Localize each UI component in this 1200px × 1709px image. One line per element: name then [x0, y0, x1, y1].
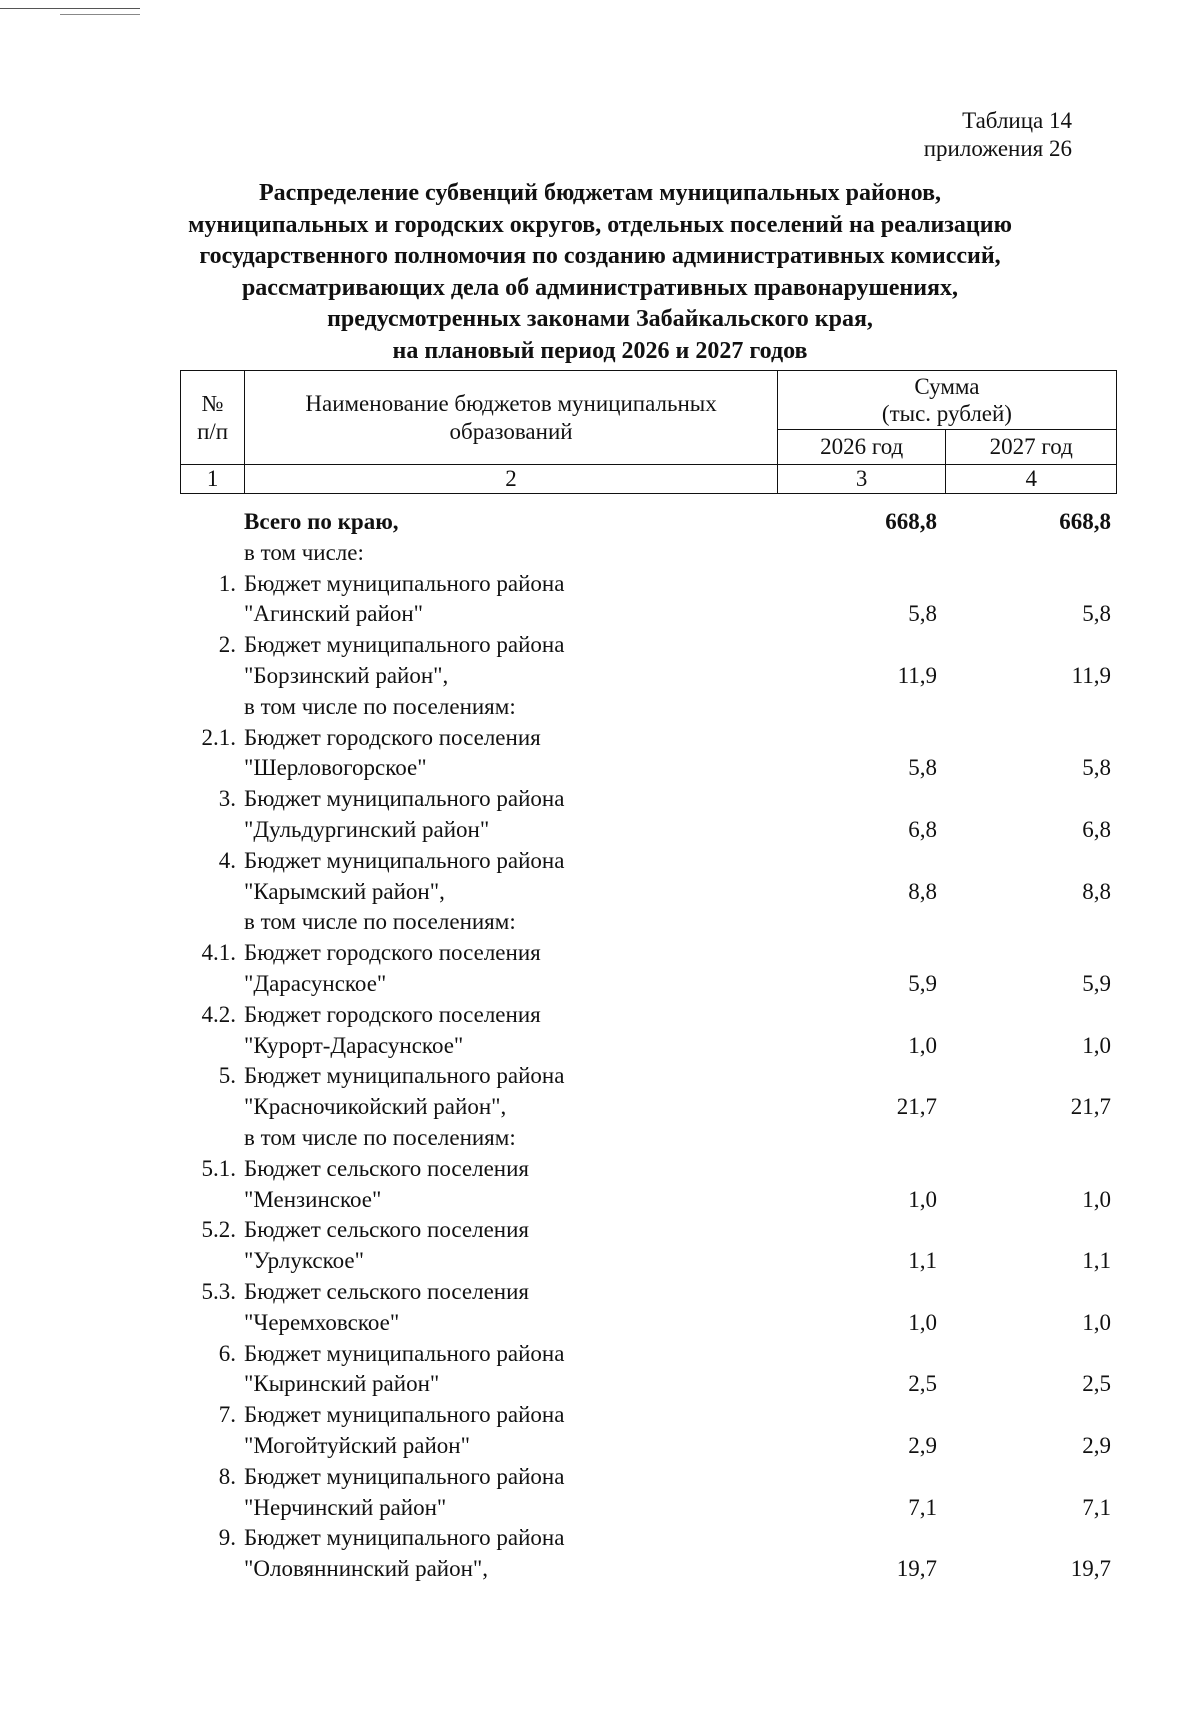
title-line: государственного полномочия по созданию административных комиссий,: [199, 243, 1001, 269]
value-2027: 5,8: [1082, 601, 1111, 627]
value-2027: 668,8: [1059, 509, 1111, 534]
value-2027: 7,1: [1082, 1494, 1111, 1520]
header-name-line: образований: [449, 418, 573, 444]
row-number: 3.: [218, 786, 236, 812]
header-name-cell: [245, 371, 778, 465]
table-row: [180, 538, 1117, 569]
scan-edge-line: [0, 8, 140, 9]
row-number: [180, 507, 244, 538]
table-row: [180, 1061, 1117, 1153]
value-2027: 1,0: [1082, 1032, 1111, 1058]
table-number: Таблица 14: [962, 108, 1072, 133]
title-line: Распределение субвенций бюджетам муниципальных районов,: [258, 180, 942, 206]
header-sum-unit: (тыс. рублей): [881, 401, 1012, 426]
value-2026: 8,8: [908, 878, 937, 904]
row-number: 5.1.: [201, 1155, 236, 1181]
table-row: [180, 1215, 1117, 1277]
row-name: Бюджет сельского поселения "Урлукское": [244, 1217, 529, 1274]
value-2027: 1,0: [1082, 1186, 1111, 1212]
row-number: 4.: [218, 847, 236, 873]
table-row: [180, 1000, 1117, 1062]
value-2026: 1,1: [908, 1248, 937, 1274]
value-2026: 2,5: [908, 1371, 937, 1397]
value-2026: 5,8: [908, 755, 937, 781]
row-name: Бюджет муниципального района "Карымский район", в том числе по поселениям:: [244, 847, 565, 935]
title-line: муниципальных и городских округов, отдельных поселений на реализацию: [188, 211, 1012, 238]
row-number: 1.: [218, 570, 236, 596]
column-index: 3: [777, 465, 946, 494]
value-2026: 6,8: [908, 816, 937, 842]
header-number-cell: [181, 371, 245, 465]
value-2026: 1,0: [908, 1186, 937, 1212]
row-name: Бюджет муниципального района "Могойтуйский район": [244, 1402, 565, 1458]
value-2027: 5,8: [1082, 755, 1111, 781]
row-name: Бюджет муниципального района "Кыринский район": [244, 1340, 565, 1397]
row-number: 7.: [218, 1402, 236, 1428]
row-name: Бюджет городского поселения "Курорт-Дарасунское": [244, 1001, 541, 1058]
value-2026: 1,0: [908, 1032, 937, 1058]
table-row: [180, 1339, 1117, 1401]
value-2027: 1,0: [1082, 1309, 1111, 1335]
table-row: [180, 630, 1117, 722]
row-number: 5.3.: [201, 1278, 236, 1304]
row-name: Бюджет муниципального района "Борзинский район", в том числе по поселениям:: [244, 632, 565, 719]
row-number: 6.: [218, 1340, 236, 1366]
row-name: Бюджет сельского поселения "Черемховское": [244, 1278, 529, 1335]
value-2027: 19,7: [1070, 1556, 1111, 1582]
value-2027: 2,5: [1082, 1371, 1111, 1397]
row-number: 2.1.: [201, 724, 236, 750]
title-line: на плановый период 2026 и 2027 годов: [392, 337, 808, 364]
table-row: [180, 569, 1117, 631]
row-number: [180, 538, 244, 569]
row-name: Бюджет городского поселения "Дарасунское": [244, 940, 541, 996]
value-2027: [943, 538, 1117, 569]
header-name-line: Наименование бюджетов муниципальных: [305, 390, 717, 416]
row-number: 8.: [218, 1463, 236, 1489]
row-number: 5.2.: [201, 1217, 236, 1243]
document-title: [150, 178, 1050, 367]
title-line: предусмотренных законами Забайкальского края,: [327, 306, 873, 332]
value-2026: 1,0: [908, 1309, 937, 1335]
value-2027: 8,8: [1082, 878, 1111, 904]
value-2026: [775, 538, 943, 569]
table-row: [180, 1154, 1117, 1216]
column-index: 1: [181, 465, 245, 494]
value-2026: 7,1: [908, 1494, 937, 1520]
table-row: [180, 723, 1117, 785]
column-index: 2: [245, 465, 778, 494]
table-row: [180, 507, 1117, 538]
value-2027: 2,9: [1082, 1432, 1111, 1458]
row-name: Бюджет муниципального района "Красночикойский район", в том числе по поселениям:: [244, 1063, 565, 1150]
table-header: [180, 370, 1117, 494]
value-2027: 5,9: [1082, 970, 1111, 996]
value-2027: 11,9: [1071, 662, 1111, 688]
header-sum-cell: [777, 371, 1116, 430]
value-2027: 1,1: [1082, 1248, 1111, 1274]
row-number: 9.: [218, 1525, 236, 1551]
value-2026: 21,7: [896, 1094, 937, 1120]
column-index: 4: [946, 465, 1117, 494]
scan-edge-line: [60, 14, 140, 15]
table-row: [180, 846, 1117, 938]
row-name: Бюджет сельского поселения "Мензинское": [244, 1155, 529, 1212]
table-row: [180, 1462, 1117, 1524]
row-name: в том числе:: [244, 539, 364, 565]
table-row: [180, 938, 1117, 1000]
value-2026: 5,8: [908, 601, 937, 627]
header-sum-line: Сумма: [914, 374, 980, 399]
row-name: Бюджет муниципального района "Нерчинский район": [244, 1463, 565, 1520]
row-number: 4.1.: [201, 940, 236, 966]
table-row: [180, 784, 1117, 846]
row-name: Бюджет муниципального района "Дульдургинский район": [244, 786, 565, 842]
row-name: Бюджет муниципального района "Оловяннинский район",: [244, 1525, 565, 1582]
table-row: [180, 1277, 1117, 1339]
title-line: рассматривающих дела об административных правонарушениях,: [241, 274, 959, 301]
table-row: [180, 1523, 1117, 1585]
value-2026: 11,9: [897, 662, 937, 688]
value-2027: 21,7: [1070, 1094, 1111, 1120]
row-number: 2.: [218, 632, 236, 658]
header-number-abbr: п/п: [197, 418, 229, 444]
row-number: 4.2.: [201, 1001, 236, 1027]
value-2026: 5,9: [908, 970, 937, 996]
value-2027: 6,8: [1082, 816, 1111, 842]
table-row: [180, 1400, 1117, 1462]
value-2026: 2,9: [908, 1432, 937, 1458]
appendix-number: приложения 26: [923, 136, 1072, 161]
value-2026: 19,7: [896, 1556, 937, 1582]
header-number-sign: №: [201, 390, 224, 416]
header-year-2026: 2026 год: [777, 430, 946, 465]
value-2026: 668,8: [885, 509, 937, 534]
table-body: [180, 507, 1117, 1585]
row-name: Бюджет городского поселения "Шерловогорское": [244, 724, 541, 781]
row-number: 5.: [218, 1063, 236, 1089]
row-name: Всего по краю,: [244, 509, 399, 534]
header-year-2027: 2027 год: [946, 430, 1117, 465]
row-name: Бюджет муниципального района "Агинский район": [244, 570, 565, 627]
